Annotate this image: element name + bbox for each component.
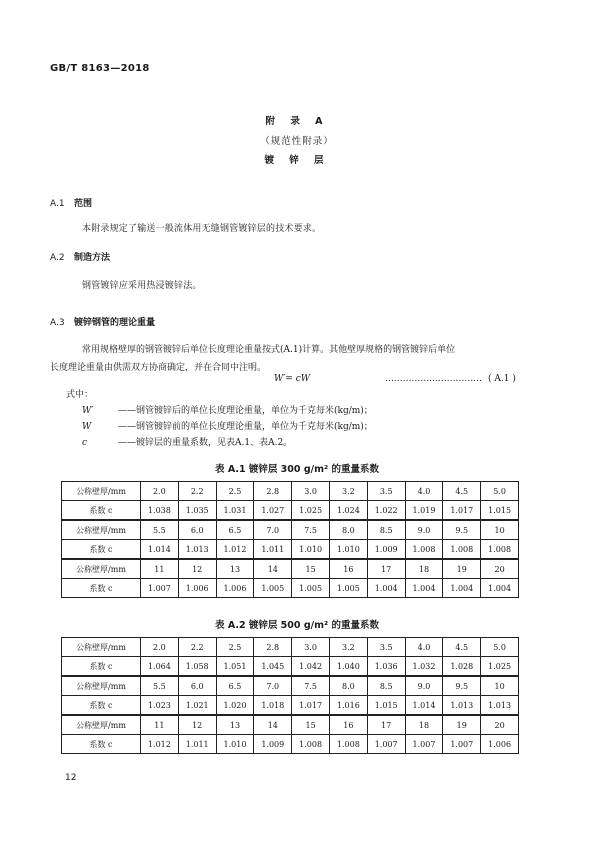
thickness-cell: 2.0 [141,638,179,657]
coefficient-row [62,657,519,677]
coefficient-cell: 1.013 [178,540,216,560]
thickness-cell: 18 [405,715,443,735]
thickness-cell: 4.0 [405,482,443,501]
section-a3-body-line2: 长度理论重量由供需双方协商确定，并在合同中注明。 [50,363,267,373]
coefficient-row [62,501,519,521]
coefficient-cell: 1.058 [178,657,216,677]
where-item [82,419,373,435]
thickness-cell: 16 [329,559,367,579]
coefficient-cell: 1.025 [292,501,330,521]
coefficient-cell: 1.006 [178,579,216,598]
formula-expression: W′= cW [274,374,310,384]
thickness-cell: 2.2 [178,638,216,657]
section-number: A.1 [50,199,65,209]
thickness-row [62,520,519,540]
section-a3-body [50,341,550,377]
thickness-cell: 19 [443,559,481,579]
appendix-nature: （规范性附录） [260,136,334,147]
section-a1-heading [50,196,92,209]
coefficient-cell: 1.015 [481,501,519,521]
coefficient-cell: 1.004 [443,579,481,598]
coefficient-cell: 1.018 [254,696,292,716]
thickness-cell: 15 [292,559,330,579]
thickness-cell: 20 [481,715,519,735]
coefficient-cell: 1.038 [141,501,179,521]
section-title: 镀锌钢管的理论重量 [74,318,156,328]
coefficient-cell: 1.014 [405,696,443,716]
thickness-cell: 3.0 [292,638,330,657]
coefficient-row [62,735,519,754]
coefficient-label: 系数 c [62,696,141,716]
coefficient-cell: 1.020 [216,696,254,716]
coefficient-cell: 1.005 [292,579,330,598]
thickness-cell: 7.5 [292,520,330,540]
formula-leader-dots: …………………………… [385,374,482,384]
thickness-cell: 19 [443,715,481,735]
table-a1 [61,481,519,598]
where-desc: ——钢管镀锌后的单位长度理论重量，单位为千克每米(kg/m)； [118,406,373,416]
thickness-cell: 2.0 [141,482,179,501]
thickness-cell: 3.0 [292,482,330,501]
coefficient-cell: 1.008 [329,735,367,754]
thickness-cell: 2.5 [216,482,254,501]
coefficient-cell: 1.021 [178,696,216,716]
thickness-cell: 12 [178,715,216,735]
thickness-cell: 6.5 [216,676,254,696]
coefficient-label: 系数 c [62,501,141,521]
coefficient-cell: 1.012 [141,735,179,754]
thickness-cell: 8.0 [329,520,367,540]
table-a1-body [62,482,519,598]
thickness-label: 公称壁厚/mm [62,559,141,579]
thickness-cell: 10 [481,520,519,540]
coefficient-cell: 1.035 [178,501,216,521]
thickness-label: 公称壁厚/mm [62,676,141,696]
coefficient-cell: 1.006 [481,735,519,754]
thickness-row [62,559,519,579]
thickness-cell: 4.5 [443,638,481,657]
thickness-cell: 6.5 [216,520,254,540]
thickness-cell: 16 [329,715,367,735]
coefficient-cell: 1.045 [254,657,292,677]
coefficient-cell: 1.008 [292,735,330,754]
section-title: 范围 [74,199,93,209]
thickness-cell: 20 [481,559,519,579]
thickness-cell: 5.5 [141,520,179,540]
coefficient-cell: 1.008 [443,540,481,560]
coefficient-cell: 1.009 [367,540,405,560]
coefficient-cell: 1.023 [141,696,179,716]
coefficient-cell: 1.004 [405,579,443,598]
where-desc: ——钢管镀锌前的单位长度理论重量，单位为千克每米(kg/m)； [118,422,373,432]
coefficient-cell: 1.013 [443,696,481,716]
coefficient-cell: 1.006 [216,579,254,598]
coefficient-cell: 1.004 [481,579,519,598]
thickness-cell: 8.5 [367,676,405,696]
where-symbol: W [82,422,92,432]
coefficient-cell: 1.036 [367,657,405,677]
coefficient-cell: 1.064 [141,657,179,677]
coefficient-cell: 1.031 [216,501,254,521]
coefficient-row [62,579,519,598]
thickness-cell: 8.5 [367,520,405,540]
thickness-cell: 7.0 [254,520,292,540]
coefficient-cell: 1.007 [367,735,405,754]
thickness-cell: 14 [254,715,292,735]
coefficient-cell: 1.010 [329,540,367,560]
coefficient-cell: 1.011 [254,540,292,560]
page-number: 12 [65,773,77,783]
thickness-label: 公称壁厚/mm [62,520,141,540]
coefficient-cell: 1.005 [329,579,367,598]
thickness-cell: 4.0 [405,638,443,657]
thickness-cell: 6.0 [178,520,216,540]
coefficient-cell: 1.017 [443,501,481,521]
coefficient-label: 系数 c [62,657,141,677]
thickness-cell: 3.2 [329,482,367,501]
coefficient-cell: 1.008 [405,540,443,560]
coefficient-cell: 1.015 [367,696,405,716]
coefficient-label: 系数 c [62,735,141,754]
coefficient-row [62,696,519,716]
coefficient-row [62,540,519,560]
thickness-cell: 15 [292,715,330,735]
thickness-row [62,676,519,696]
coefficient-cell: 1.013 [481,696,519,716]
coefficient-cell: 1.042 [292,657,330,677]
section-a2-body: 钢管镀锌应采用热浸镀锌法。 [82,281,202,291]
thickness-cell: 9.0 [405,676,443,696]
thickness-cell: 8.0 [329,676,367,696]
coefficient-cell: 1.008 [481,540,519,560]
thickness-cell: 3.5 [367,638,405,657]
thickness-label: 公称壁厚/mm [62,638,141,657]
coefficient-cell: 1.019 [405,501,443,521]
where-symbol: W′ [82,406,94,416]
table-a2-body [62,638,519,754]
section-a3-heading [50,315,155,328]
appendix-subject: 镀 锌 层 [264,155,330,166]
thickness-cell: 18 [405,559,443,579]
table-a2-caption: 表 A.2 镀锌层 500 g/m² 的重量系数 [215,620,379,631]
thickness-cell: 12 [178,559,216,579]
where-intro: 式中： [66,390,94,400]
thickness-cell: 2.5 [216,638,254,657]
thickness-cell: 9.5 [443,676,481,696]
coefficient-cell: 1.011 [178,735,216,754]
thickness-cell: 3.5 [367,482,405,501]
thickness-cell: 9.5 [443,520,481,540]
section-title: 制造方法 [74,253,111,263]
thickness-cell: 13 [216,559,254,579]
coefficient-cell: 1.010 [292,540,330,560]
coefficient-cell: 1.024 [329,501,367,521]
thickness-row [62,638,519,657]
coefficient-cell: 1.051 [216,657,254,677]
coefficient-cell: 1.032 [405,657,443,677]
thickness-cell: 10 [481,676,519,696]
coefficient-cell: 1.022 [367,501,405,521]
thickness-cell: 2.8 [254,482,292,501]
where-desc: ——镀锌层的重量系数，见表A.1、表A.2。 [118,438,293,448]
where-symbol: c [82,438,88,448]
coefficient-cell: 1.027 [254,501,292,521]
section-a3-body-line1: 常用规格壁厚的钢管镀锌后单位长度理论重量按式(A.1)计算。其他壁厚规格的钢管镀锌后单位 [82,345,456,355]
section-number: A.2 [50,253,65,263]
thickness-row [62,482,519,501]
coefficient-cell: 1.007 [405,735,443,754]
section-a2-heading [50,250,110,263]
appendix-title: 附 录 A [265,116,329,127]
formula-number: ( A.1 ) [488,374,516,384]
coefficient-cell: 1.004 [367,579,405,598]
thickness-label: 公称壁厚/mm [62,715,141,735]
where-list [82,403,373,451]
thickness-label: 公称壁厚/mm [62,482,141,501]
thickness-cell: 7.5 [292,676,330,696]
thickness-cell: 2.2 [178,482,216,501]
coefficient-cell: 1.007 [141,579,179,598]
thickness-cell: 5.0 [481,482,519,501]
thickness-cell: 9.0 [405,520,443,540]
thickness-cell: 4.5 [443,482,481,501]
coefficient-cell: 1.009 [254,735,292,754]
coefficient-cell: 1.017 [292,696,330,716]
coefficient-cell: 1.005 [254,579,292,598]
coefficient-cell: 1.025 [481,657,519,677]
thickness-cell: 3.2 [329,638,367,657]
thickness-row [62,715,519,735]
thickness-cell: 7.0 [254,676,292,696]
coefficient-cell: 1.007 [443,735,481,754]
thickness-cell: 5.0 [481,638,519,657]
table-a2 [61,637,519,754]
thickness-cell: 13 [216,715,254,735]
coefficient-cell: 1.028 [443,657,481,677]
thickness-cell: 2.8 [254,638,292,657]
where-item [82,403,373,419]
coefficient-cell: 1.040 [329,657,367,677]
thickness-cell: 11 [141,715,179,735]
coefficient-cell: 1.010 [216,735,254,754]
table-a1-caption: 表 A.1 镀锌层 300 g/m² 的重量系数 [215,464,379,475]
thickness-cell: 5.5 [141,676,179,696]
coefficient-cell: 1.012 [216,540,254,560]
coefficient-label: 系数 c [62,579,141,598]
thickness-cell: 6.0 [178,676,216,696]
section-number: A.3 [50,318,65,328]
thickness-cell: 11 [141,559,179,579]
coefficient-cell: 1.014 [141,540,179,560]
thickness-cell: 17 [367,559,405,579]
coefficient-label: 系数 c [62,540,141,560]
standard-header: GB/T 8163—2018 [50,63,150,74]
thickness-cell: 17 [367,715,405,735]
section-a1-body: 本附录规定了输送一般流体用无缝钢管镀锌层的技术要求。 [82,224,322,234]
coefficient-cell: 1.016 [329,696,367,716]
where-item [82,435,373,451]
thickness-cell: 14 [254,559,292,579]
